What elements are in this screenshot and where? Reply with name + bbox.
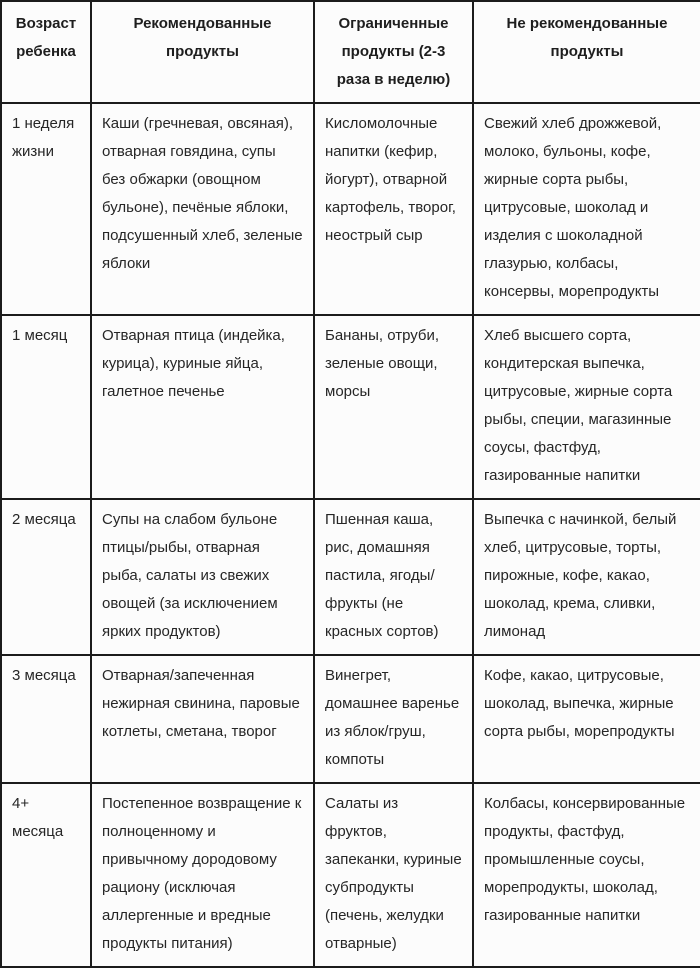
not-recommended-cell: Колбасы, консервированные продукты, фастфуд, промышленные соусы, морепродукты, шоколад, газированные напитки: [473, 783, 700, 967]
table-row: [1, 315, 700, 499]
not-recommended-cell: Выпечка с начинкой, белый хлеб, цитрусовые, торты, пирожные, кофе, какао, шоколад, крема, сливки, лимонад: [473, 499, 700, 655]
table-row: [1, 103, 700, 315]
recommended-cell: Супы на слабом бульоне птицы/рыбы, отварная рыба, салаты из свежих овощей (за исключением ярких продуктов): [91, 499, 314, 655]
limited-cell: Пшенная каша, рис, домашняя пастила, ягоды/фрукты (не красных сортов): [314, 499, 473, 655]
header-row: [1, 1, 700, 103]
header-limited: Ограниченные продукты (2-3 раза в неделю): [314, 1, 473, 103]
limited-cell: Салаты из фруктов, запеканки, куриные субпродукты (печень, желудки отварные): [314, 783, 473, 967]
age-cell: 2 месяца: [1, 499, 91, 655]
limited-cell: Кисломолочные напитки (кефир, йогурт), отварной картофель, творог, неострый сыр: [314, 103, 473, 315]
age-cell: 1 месяц: [1, 315, 91, 499]
table-row: [1, 783, 700, 967]
not-recommended-cell: Кофе, какао, цитрусовые, шоколад, выпечка, жирные сорта рыбы, морепродукты: [473, 655, 700, 783]
header-age: Возраст ребенка: [1, 1, 91, 103]
recommended-cell: Каши (гречневая, овсяная), отварная говядина, супы без обжарки (овощном бульоне), печёные яблоки, подсушенный хлеб, зеленые яблоки: [91, 103, 314, 315]
table-row: [1, 499, 700, 655]
recommended-cell: Постепенное возвращение к полноценному и привычному дородовому рациону (исключая аллергенные и вредные продукты питания): [91, 783, 314, 967]
not-recommended-cell: Хлеб высшего сорта, кондитерская выпечка, цитрусовые, жирные сорта рыбы, специи, магазинные соусы, фастфуд, газированные напитки: [473, 315, 700, 499]
recommended-cell: Отварная птица (индейка, курица), куриные яйца, галетное печенье: [91, 315, 314, 499]
recommended-cell: Отварная/запеченная нежирная свинина, паровые котлеты, сметана, творог: [91, 655, 314, 783]
age-cell: 1 неделя жизни: [1, 103, 91, 315]
header-recommended: Рекомендованные продукты: [91, 1, 314, 103]
table-row: [1, 655, 700, 783]
not-recommended-cell: Свежий хлеб дрожжевой, молоко, бульоны, кофе, жирные сорта рыбы, цитрусовые, шоколад и изделия с шоколадной глазурью, колбасы, консервы, морепродукты: [473, 103, 700, 315]
header-not-recommended: Не рекомендованные продукты: [473, 1, 700, 103]
age-cell: 4+ месяца: [1, 783, 91, 967]
limited-cell: Винегрет, домашнее варенье из яблок/груш, компоты: [314, 655, 473, 783]
age-cell: 3 месяца: [1, 655, 91, 783]
limited-cell: Бананы, отруби, зеленые овощи, морсы: [314, 315, 473, 499]
